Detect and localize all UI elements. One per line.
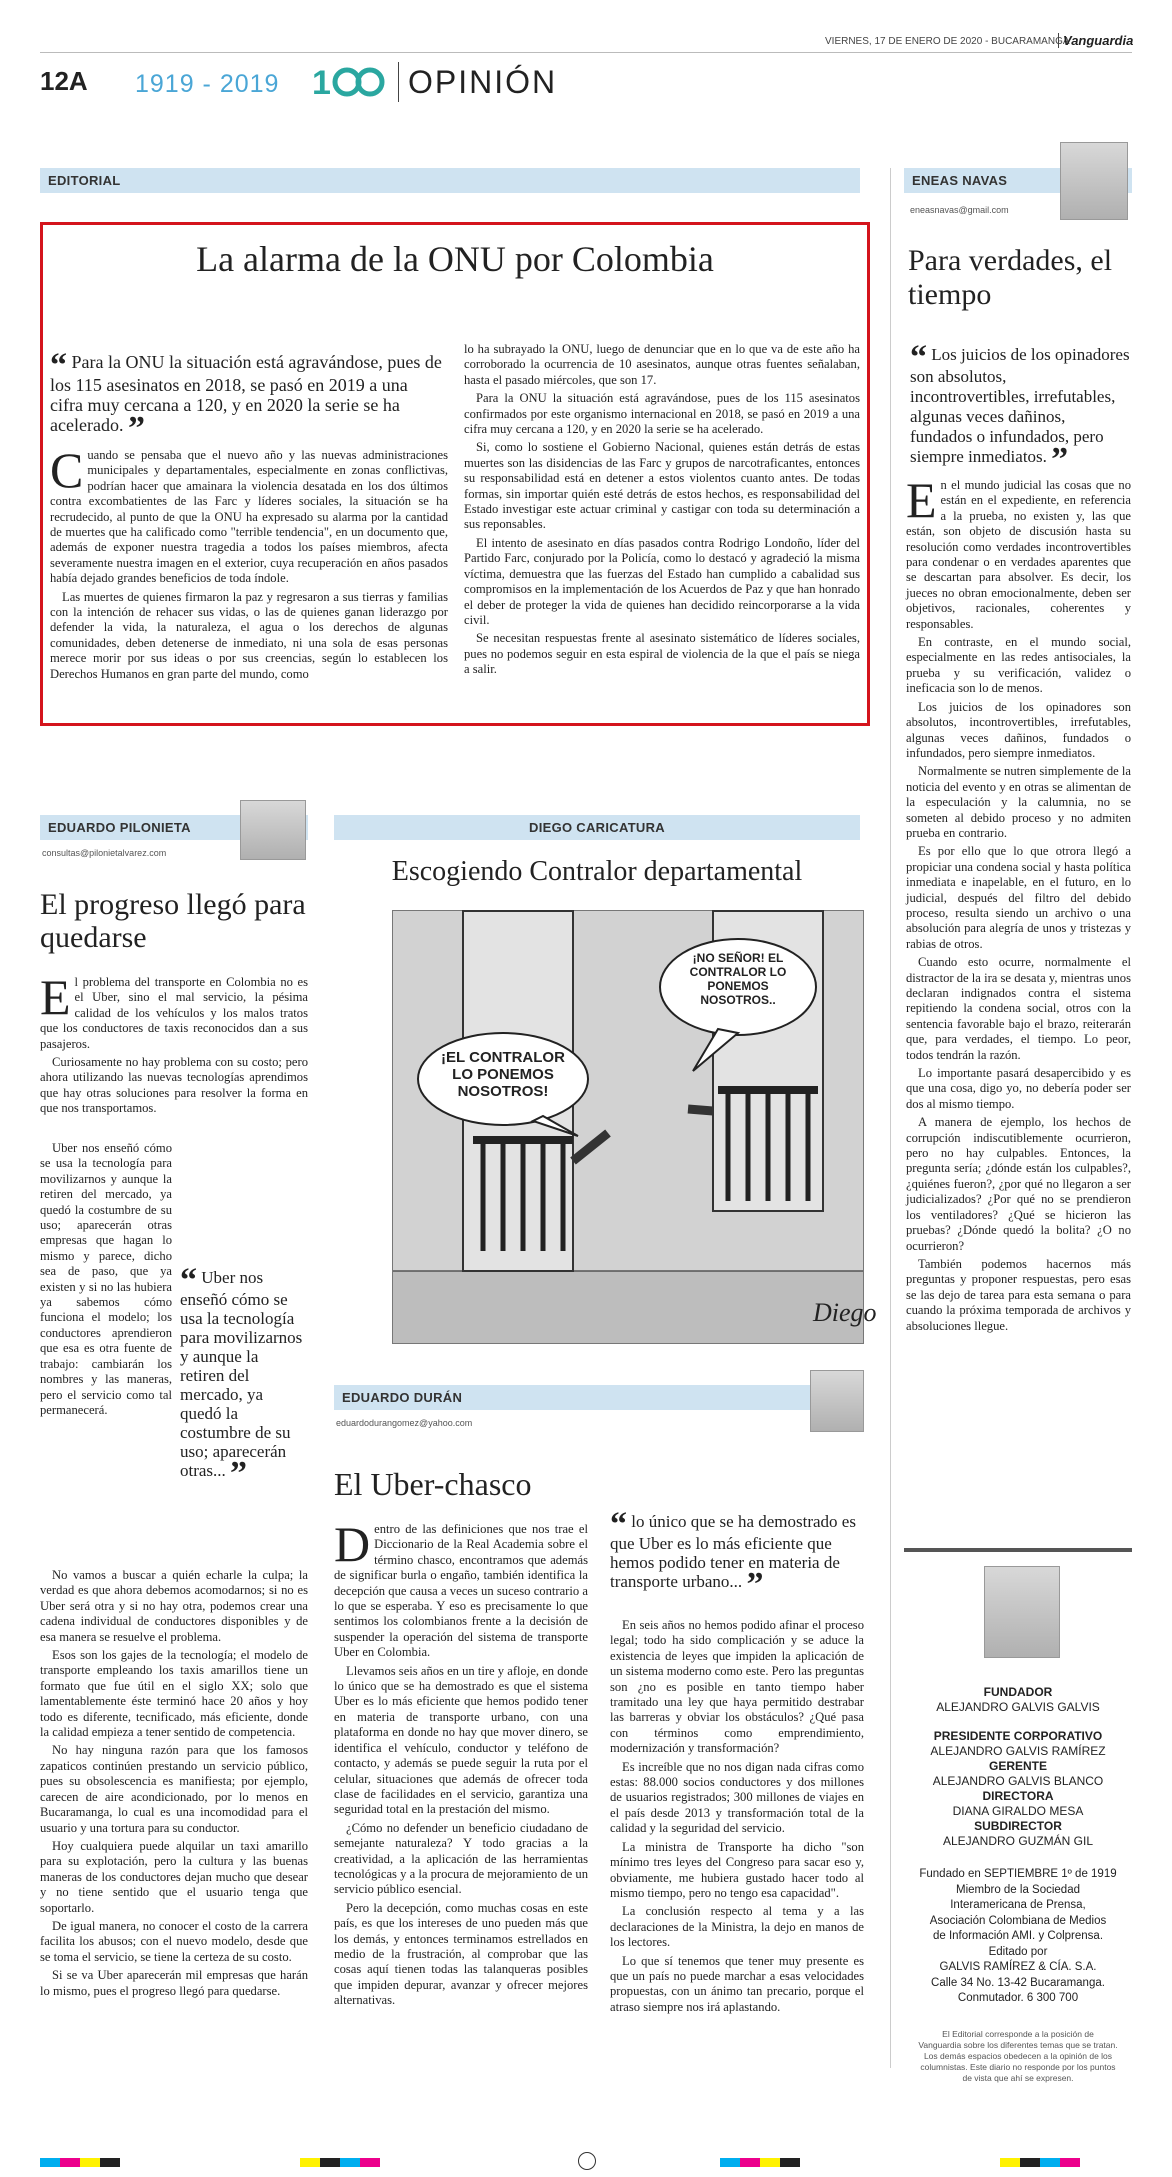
duran-email: eduardodurangomez@yahoo.com bbox=[336, 1418, 473, 1428]
drop-cap: E bbox=[40, 969, 71, 1025]
navas-pull-quote bbox=[910, 339, 1130, 478]
date-line: VIERNES, 17 DE ENERO DE 2020 - BUCARAMANGA bbox=[825, 36, 1070, 47]
editorial-paragraph: lo ha subrayado la ONU, luego de denunciar que en lo que va de este año ha corroborado la ocurrencia de 10 asesinatos, aunque otras fuentes señalaban, hasta el pasado miércoles, que son 17. bbox=[464, 342, 860, 387]
drop-cap: C bbox=[50, 442, 84, 498]
pilonieta-paragraph: De igual manera, no conocer el costo de la carrera facilita los abusos; con el nuevo modelo, desde que se toma el servicio, se tiene la certeza de su costo. bbox=[40, 1918, 308, 1964]
navas-author: ENEAS NAVAS bbox=[912, 173, 1008, 188]
editorial-paragraph: Las muertes de quienes firmaron la paz y regresaron a sus tierras y familias con la intención de rehacer sus vidas, o las de quienes ganan liderazgo por defender la vida, la naturaleza, el agua o los derechos de algunas comunidades, deben detenerse de inmediato, ni una sola de esas personas merece morir por sus ideas o por sus creencias, según lo establecen los Derechos Humanos en gran parte del mundo, como bbox=[50, 589, 448, 681]
navas-avatar bbox=[1060, 142, 1128, 220]
cartoon-title: Escogiendo Contralor departamental bbox=[391, 856, 803, 887]
pilonieta-body-narrow bbox=[40, 1141, 172, 1563]
pull-quote-text: Uber nos enseñó cómo se usa la tecnología para movilizarnos y aunque la retiren del mercado, ya quedó la costumbre de su uso; aparecerán otras... bbox=[180, 1268, 303, 1480]
navas-paragraph: En el mundo judicial las cosas que no están en el expediente, en referencia a la prueba, no existen y, las que están, son objeto de discusión hasta su resolución como verdades incontrovertibles para condenar o en verdades aparentes que se descartan para absolver. Es decir, los jueces no obran emocionalmente, deben ser objetivos, racionales, coherentes y responsables. bbox=[906, 472, 1131, 631]
president-name: ALEJANDRO GALVIS RAMÍREZ bbox=[930, 1744, 1106, 1758]
editorial-label: EDITORIAL bbox=[48, 173, 121, 188]
duran-paragraph: En seis años no hemos podido afinar el proceso legal; todo ha sido complicación y se aduce la existencia de leyes que impiden la aplicación de un sistema moderno como este. Pero las preguntas son ¿no es posible en tanto tiempo haber tramitado una ley que haya permitido destrabar las barreras y obviar los obstáculos? ¿Qué pasa con términos como emprendimiento, modernización y transformación? bbox=[610, 1618, 864, 1756]
editorial-paragraph: El intento de asesinato en días pasados contra Rodrigo Londoño, líder del Partido Farc, conjurado por la Policía, como lo destacó y agradeció la misma víctima, demuestra que las fuerzas del Estado han cumplido a cabalidad sus compromisos en la implementación de los Acuerdos de Paz y que han honrado el deber de proteger la vida de quienes han decidido reincorporarse a la vida civil. bbox=[464, 535, 860, 627]
pilonieta-paragraph: No hay ninguna razón para que los famosos zapaticos continúen prestando un servicio público, pues su obsolescencia es manifiesta; por ejemplo, carecen de aire acondicionado, por lo menos en Bucaramanga, lo cual es una incomodidad para el usuario y una tortura para su conductor. bbox=[40, 1743, 308, 1835]
founder-name: ALEJANDRO GALVIS GALVIS bbox=[936, 1700, 1100, 1714]
pilonieta-email: consultas@pilonietalvarez.com bbox=[42, 848, 167, 858]
drop-cap: E bbox=[906, 472, 937, 528]
duran-paragraph: Lo que sí tenemos que tener muy presente es que un país no puede marchar a esas velocidades propuestas, con un ánimo tan precario, porque el atraso siempre nos irá aplastando. bbox=[610, 1953, 864, 2014]
pull-quote-text: lo único que se ha demostrado es que Uber es lo más eficiente que hemos podido tener en materia de transporte urbano... bbox=[610, 1512, 856, 1591]
pilonieta-body-top bbox=[40, 969, 308, 1120]
navas-paragraph: También podemos hacernos más preguntas y proponer respuestas, pero esas se las dejo de tarea para esta semana o para cuando la próxima temporada de archivos y absoluciones llegue. bbox=[906, 1256, 1131, 1333]
manager-label: GERENTE bbox=[988, 1759, 1047, 1773]
cartoon-label: DIEGO CARICATURA bbox=[529, 820, 665, 835]
years-label: 1919 - 2019 bbox=[135, 70, 280, 98]
editorial-col-2 bbox=[464, 342, 860, 681]
cartoon-signature: Diego bbox=[813, 1298, 877, 1327]
cartoon-label-bar bbox=[334, 815, 860, 840]
subdirector-name: ALEJANDRO GUZMÁN GIL bbox=[942, 1834, 1094, 1848]
duran-paragraph: ¿Cómo no defender un beneficio ciudadano de semejante naturaleza? Y todo gracias a la creatividad, a la aplicación de las herramientas tecnológicas y a la procura de mejoramiento de un servicio público esencial. bbox=[334, 1820, 588, 1897]
section-title: OPINIÓN bbox=[408, 64, 558, 100]
pilonieta-pull-quote bbox=[180, 1262, 305, 1492]
brand-logo: Vanguardia bbox=[1058, 33, 1133, 48]
navas-body bbox=[906, 472, 1131, 1337]
quote-open-icon: “ bbox=[910, 339, 927, 376]
editorial-paragraph: Se necesitan respuestas frente al asesinato sistemático de líderes sociales, pues no podemos seguir en esta espiral de violencia de la que el país se niega a salir. bbox=[464, 631, 860, 677]
quote-open-icon: “ bbox=[180, 1262, 197, 1299]
masthead bbox=[904, 1685, 1132, 2084]
pilonieta-paragraph: Si se va Uber aparecerán mil empresas que harán lo mismo, pues el progreso llegó para quedarse. bbox=[40, 1968, 308, 1998]
pilonieta-paragraph: No vamos a buscar a quién echarle la culpa; la verdad es que ahora debemos acomodarnos; si no es Uber será otra y si no hay otra, podemos crear una cadena individual de conductores disponibles y de esa manera se resuelve el problema. bbox=[40, 1568, 308, 1644]
duran-paragraph: Pero la decepción, como muchas cosas en este país, es que los intereses de uno pueden más que los demás, y entonces terminamos estrellados en medio de la frustración, al comprobar que las cosas aquí tienen todas las talanqueras posibles que impiden depurar, avanzar y ofrecer mejores alternativas. bbox=[334, 1900, 588, 2008]
pull-quote-text: Los juicios de los opinadores son absolutos, incontrovertibles, irrefutables, algunas veces dañinos, fundados o infundados, pero siempre inmediatos. bbox=[910, 345, 1130, 466]
cartoon-bubble-right: ¡NO SEÑOR! EL CONTRALOR LO PONEMOS NOSOTROS.. bbox=[689, 951, 787, 1007]
duran-avatar bbox=[810, 1370, 864, 1432]
svg-text:1: 1 bbox=[312, 64, 331, 102]
editorial-pull-quote bbox=[50, 347, 445, 447]
page-number: 12A bbox=[40, 66, 88, 96]
column-divider bbox=[890, 168, 891, 2068]
navas-paragraph: Cuando esto ocurre, normalmente el distractor de la ira se desata y, mientras unos declaran indignados contra el sistema repitiendo la condena social, otros con la sentencia favorable bajo el brazo, reiterarán que, para verdades, el tiempo. Lo peor, todos tendrán la razón. bbox=[906, 955, 1131, 1062]
drop-cap: D bbox=[334, 1516, 371, 1572]
navas-paragraph: En contraste, en el mundo social, especialmente en las redes antisociales, la prueba y su verificación, validez o ineficacia son lo de menos. bbox=[906, 635, 1131, 696]
pilonieta-paragraph: Curiosamente no hay problema con su costo; pero ahora utilizando las nuevas tecnologías aprendimos que hay otras soluciones para resolver la forma en que nos transportamos. bbox=[40, 1055, 308, 1116]
pilonieta-paragraph: Esos son los gajes de la tecnología; el modelo de transporte empleando los taxis amarillos tiene un formato que fue útil en el siglo XX; solo que lamentablemente éste terminó hace 20 años y hoy todo es diferente, tecnificado, más eficiente, donde la calidad empieza a tener sentido de competencia. bbox=[40, 1648, 308, 1740]
pilonieta-paragraph: Uber nos enseñó cómo se usa la tecnología para movilizarnos y aunque la retiren del mercado, ya quedó la costumbre de su uso; aparecerán otras empresas que hagan lo mismo y parece, dicho sea de paso, que ya existen y si no las hubiera ya sabemos cómo funciona el modelo; los conductores aprendieron que esa es otra fuente de trabajo: cambiarán los nombres y las maneras, pero el servicio como tal permanecerá. bbox=[40, 1141, 172, 1417]
editorial-title: La alarma de la ONU por Colombia bbox=[196, 239, 714, 279]
anniversary-logo bbox=[312, 62, 392, 100]
pilonieta-avatar bbox=[240, 800, 306, 860]
president-label: PRESIDENTE CORPORATIVO bbox=[933, 1729, 1103, 1743]
director-name: DIANA GIRALDO MESA bbox=[952, 1804, 1084, 1818]
duran-paragraph: Llevamos seis años en un tire y afloje, en donde lo único que se ha demostrado es que el sistema Uber es lo más eficiente que hemos podido tener en materia de transporte urbano, con una plataforma en donde no hay que mover dinero, se identifica el vehículo, conductor y teléfono de contacto, y además se puede seguir la ruta por el celular, situaciones que además de ofrecer toda clase de facilidades en el servicio, garantiza una seguridad total en la prestación del mismo. bbox=[334, 1663, 589, 1817]
duran-paragraph: Es increíble que no nos digan nada cifras como estas: 88.000 socios conductores y dos millones de usuarios registrados; 300 millones de viajes en el país desde 2013 y transformación total de la calidad y la seguridad del servicio. bbox=[610, 1759, 864, 1836]
quote-close-icon: ” bbox=[230, 1455, 248, 1492]
founder-label: FUNDADOR bbox=[983, 1685, 1053, 1699]
duran-paragraph: Dentro de las definiciones que nos trae el Diccionario de la Real Academia sobre el término chasco, encontramos que además de significar burla o engaño, también identifica la decepción que causa a veces un suceso contrario a lo que se esperaba. Y eso es precisamente lo que sentimos los colombianos frente a la decisión de suspender la operación del sistema de transporte Uber en Colombia. bbox=[334, 1516, 588, 1660]
director-label: DIRECTORA bbox=[982, 1789, 1054, 1803]
navas-title: Para verdades, el tiempo bbox=[908, 244, 1113, 311]
pilonieta-paragraph: El problema del transporte en Colombia no es el Uber, sino el mal servicio, la pésima calidad de los vehículos y los malos tratos que los conductores de taxis reconocidos dan a sus pasajeros. bbox=[40, 969, 308, 1051]
duran-label-bar bbox=[334, 1385, 860, 1410]
quote-open-icon: “ bbox=[50, 347, 67, 384]
founder-portrait bbox=[984, 1566, 1060, 1658]
header-rule bbox=[40, 52, 1132, 53]
masthead-info: Fundado en SEPTIEMBRE 1º de 1919 Miembro de la Sociedad Interamericana de Prensa, Asociación Colombiana de Medios de Información AMI. y Colprensa. Editado por GALVIS RAMÍREZ & CÍA. S.A. Calle 34 No. 13-42 Bucaramanga. Conmutador. 6 300 700 bbox=[919, 1868, 1117, 2004]
pilonieta-body-bottom bbox=[40, 1568, 308, 2002]
subdirector-label: SUBDIRECTOR bbox=[974, 1819, 1062, 1833]
pilonieta-paragraph: Hoy cualquiera puede alquilar un taxi amarillo para su explotación, pero la cultura y las buenas maneras de los conductores dejan mucho que desear y no tiene sentido que el usuario tenga que soportarlo. bbox=[40, 1838, 308, 1915]
navas-paragraph: A manera de ejemplo, los hechos de corrupción indiscutiblemente ocurrieron, pero no hay culpables. Entonces, la pregunta sería; ¿dónde están los culpables?, ¿quiénes fueron?, ¿por qué no llegaron a ser judicializados? ¿Por qué no se prendieron los ventiladores? ¿Qué se hicieron las pruebas? ¿Dónde quedó la bolita? ¿O no ocurrieron? bbox=[906, 1115, 1131, 1253]
duran-col-1 bbox=[334, 1516, 589, 2012]
duran-col-2 bbox=[610, 1618, 864, 2018]
editorial-paragraph: Para la ONU la situación está agravándose, pues de los 115 asesinatos confirmados por este organismo internacional en 2018, se pasó en 2019 a una cifra muy cercana a 120, y en 2020 la serie se ha acelerado. bbox=[464, 391, 860, 437]
editorial-paragraph: Si, como lo sostiene el Gobierno Nacional, quienes están detrás de estas muertes son las disidencias de las Farc y grupos de narcotraficantes, entonces su responsabilidad está en detener a estos violentos cuanto antes. De todas formas, sin importar quién esté detrás de estos hechos, es responsabilidad del Estado investigar este actuar criminal y castigar con toda su determinación a sus reponsables. bbox=[464, 440, 860, 532]
navas-paragraph: Los juicios de los opinadores son absolutos, incontrovertibles, irrefutables, algunas veces dañinos, fundados o infundados, pero siempre inmediatos. bbox=[906, 699, 1131, 760]
editorial-label-bar bbox=[40, 168, 860, 193]
editorial-paragraph: Cuando se pensaba que el nuevo año y las nuevas administraciones municipales y departamentales, especialmente en zonas conflictivas, podrían hacer que amainara la violencia desatada en los dos últimos contra excombatientes de las Farc y líderes sociales, la situación se ha recrudecido, al punto de que la ONU ha expresado su alarma por la cantidad de muertes que ha calificado como "terrible tendencia", en un documento que, además de exponer nuestra tragedia a todos los países miembros, afecta severamente nuestra imagen en el exterior, cuya recuperación en años pasados había dejado grandes beneficios de toda índole. bbox=[50, 442, 448, 586]
pilonieta-title: El progreso llegó para quedarse bbox=[40, 888, 306, 954]
masthead-disclaimer: El Editorial corresponde a la posición de Vanguardia sobre los diferentes temas que se tratan. Los demás espacios obedecen a la opinión de los columnistas. Este diario no responde por los puntos de vista que ahí se expresen. bbox=[918, 2028, 1118, 2083]
navas-email: eneasnavas@gmail.com bbox=[910, 205, 1009, 215]
quote-close-icon: ” bbox=[1051, 441, 1069, 478]
duran-pull-quote bbox=[610, 1506, 862, 1603]
quote-close-icon: ” bbox=[127, 410, 145, 447]
cartoon-image bbox=[392, 910, 877, 1344]
editorial-col-1 bbox=[50, 442, 448, 685]
quote-close-icon: ” bbox=[746, 1566, 764, 1603]
navas-paragraph: Es por ello que lo que otrora llegó a propiciar una condena social y hasta política inmediata e inapelable, en el futuro, en lo judicial, después del filtro del debido proceso, resulta siendo un archivo o una absolución para alegría de unos y tristezas y rabias de otros. bbox=[906, 844, 1131, 951]
pull-quote-text: Para la ONU la situación está agravándose, pues de los 115 asesinatos en 2018, se pasó en 2019 a una cifra muy cercana a 120, y en 2020 la serie se ha acelerado. bbox=[50, 352, 442, 435]
manager-name: ALEJANDRO GALVIS BLANCO bbox=[932, 1774, 1104, 1788]
duran-paragraph: La ministra de Transporte ha dicho "son mínimo tres leyes del Congreso para sacar eso y, obviamente, me hubiera gustado hacer todo al mismo tiempo, pero no tengo esa capacidad". bbox=[610, 1839, 864, 1900]
pilonieta-author: EDUARDO PILONIETA bbox=[48, 820, 191, 835]
quote-open-icon: “ bbox=[610, 1506, 627, 1543]
masthead-rule bbox=[904, 1548, 1132, 1552]
header-divider bbox=[398, 62, 399, 102]
navas-paragraph: Lo importante pasará desapercibido y es que una cosa, digo yo, no debería poder ser dos al mismo tiempo. bbox=[906, 1066, 1131, 1111]
cartoon-bubble-left: ¡EL CONTRALOR LO PONEMOS NOSOTROS! bbox=[441, 1049, 565, 1100]
duran-paragraph: La conclusión respecto al tema y a las declaraciones de la Ministra, la dejo en manos de los lectores. bbox=[610, 1904, 864, 1950]
duran-title: El Uber-chasco bbox=[334, 1466, 532, 1502]
navas-paragraph: Normalmente se nutren simplemente de la noticia del evento y en otras se alimentan de la especulación y la calumnia, no se someten al debido proceso y no admiten prueba en contrario. bbox=[906, 764, 1131, 840]
duran-author: EDUARDO DURÁN bbox=[342, 1390, 463, 1405]
